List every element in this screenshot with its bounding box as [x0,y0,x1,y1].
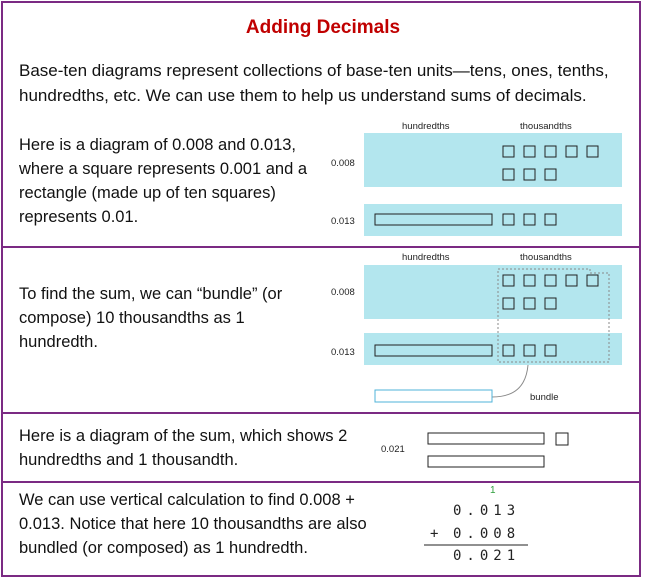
divider-1 [2,246,640,248]
addend-1: 0.013 [453,503,521,519]
section3-diagram [370,418,630,478]
vertical-calculation [420,482,550,572]
row1-label: 0.008 [331,158,355,169]
row2-label-2: 0.013 [331,347,355,358]
section4-text: We can use vertical calculation to find 0.008 + 0.013. Notice that here 10 thousandths are also bundled (or composed) as 1 hundredth. [19,491,367,557]
addend-2: 0.008 [453,526,521,542]
col-thousandths-label-2: thousandths [520,252,572,263]
page-title: Adding Decimals [245,17,401,38]
row1-band-2 [364,265,622,319]
col-thousandths-label: thousandths [520,121,572,132]
row1-label-2: 0.008 [331,287,355,298]
intro-paragraph: Base-ten diagrams represent collections of base-ten units—tens, ones, tenths, hundredths, etc. We can use them to help us understand sums of decimals. [19,61,609,105]
result: 0.021 [453,548,521,564]
row2-label: 0.013 [331,216,355,227]
sum-label: 0.021 [381,444,405,455]
section1-diagram [320,118,630,243]
bundled-hundredth-rect [375,390,492,402]
plus-operator: + [430,526,439,542]
bundle-arrow-curve [492,365,528,397]
row2-band-2 [364,333,622,365]
section3-text: Here is a diagram of the sum, which shows 2 hundredths and 1 thousandth. [19,427,348,469]
section2-diagram [320,249,630,409]
divider-2 [2,412,640,414]
col-hundredths-label: hundredths [402,121,450,132]
row2-band [364,204,622,236]
row1-band [364,133,622,187]
section1-text: Here is a diagram of 0.008 and 0.013, where a square represents 0.001 and a rectangle (made up of ten squares) represents 0.01. [19,136,308,226]
section2-text: To find the sum, we can “bundle” (or compose) 10 thousandths as 1 hundredth. [19,285,283,351]
carry-digit: 1 [490,485,496,496]
sum-units [428,433,568,467]
bundle-label: bundle [530,392,559,403]
col-hundredths-label-2: hundredths [402,252,450,263]
